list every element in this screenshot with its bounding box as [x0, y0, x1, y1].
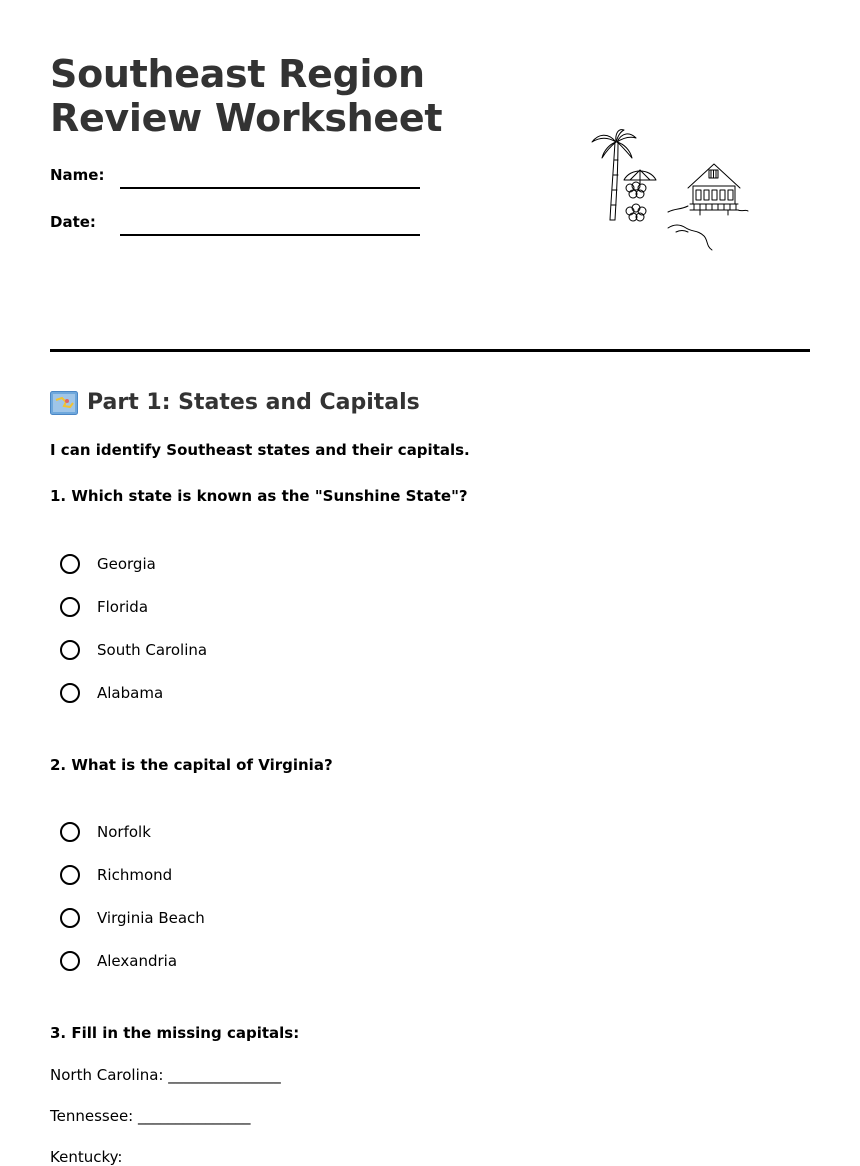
name-label: Name:	[50, 166, 105, 184]
fill-in-north-carolina[interactable]: North Carolina: _______________	[50, 1066, 281, 1084]
palm-tree-icon	[592, 130, 636, 220]
date-label: Date:	[50, 213, 96, 231]
part-1-heading-text: Part 1: States and Capitals	[87, 390, 420, 415]
option-label: Alabama	[97, 684, 164, 702]
date-field[interactable]	[120, 234, 420, 236]
radio-button[interactable]	[60, 597, 80, 617]
shoreline-icon	[668, 225, 712, 250]
radio-button[interactable]	[60, 683, 80, 703]
question-1: 1. Which state is known as the "Sunshine State"?	[50, 487, 468, 505]
title-line-1: Southeast Region	[50, 52, 425, 96]
option-label: South Carolina	[97, 641, 208, 659]
q1-option-florida[interactable]	[60, 597, 148, 617]
radio-button[interactable]	[60, 822, 80, 842]
palm-tree-and-beach-house-icon	[580, 120, 760, 260]
option-label: Richmond	[97, 866, 173, 884]
worksheet-title	[50, 52, 442, 140]
radio-button[interactable]	[60, 908, 80, 928]
q1-option-alabama[interactable]	[60, 683, 163, 703]
q1-option-georgia[interactable]	[60, 554, 156, 574]
option-label: Virginia Beach	[97, 909, 205, 927]
fill-in-tennessee[interactable]: Tennessee: _______________	[50, 1107, 251, 1125]
option-label: Norfolk	[97, 823, 151, 841]
question-2: 2. What is the capital of Virginia?	[50, 756, 333, 774]
name-field[interactable]	[120, 187, 420, 189]
q1-option-south-carolina[interactable]	[60, 640, 207, 660]
radio-button[interactable]	[60, 640, 80, 660]
radio-button[interactable]	[60, 554, 80, 574]
q2-option-alexandria[interactable]	[60, 951, 177, 971]
map-icon	[50, 391, 78, 415]
option-label: Georgia	[97, 555, 156, 573]
question-3: 3. Fill in the missing capitals:	[50, 1024, 300, 1042]
q2-option-richmond[interactable]	[60, 865, 172, 885]
option-label: Florida	[97, 598, 149, 616]
beach-house-icon	[668, 164, 748, 215]
option-label: Alexandria	[97, 952, 178, 970]
part-1-heading	[50, 390, 420, 415]
section-divider	[50, 349, 810, 352]
q2-option-norfolk[interactable]	[60, 822, 151, 842]
fill-in-kentucky[interactable]: Kentucky:	[50, 1148, 123, 1166]
radio-button[interactable]	[60, 865, 80, 885]
parasol-and-flowers-icon	[624, 170, 656, 221]
title-line-2: Review Worksheet	[50, 96, 443, 140]
learning-objective: I can identify Southeast states and their capitals.	[50, 441, 470, 459]
q2-option-virginia-beach[interactable]	[60, 908, 205, 928]
radio-button[interactable]	[60, 951, 80, 971]
